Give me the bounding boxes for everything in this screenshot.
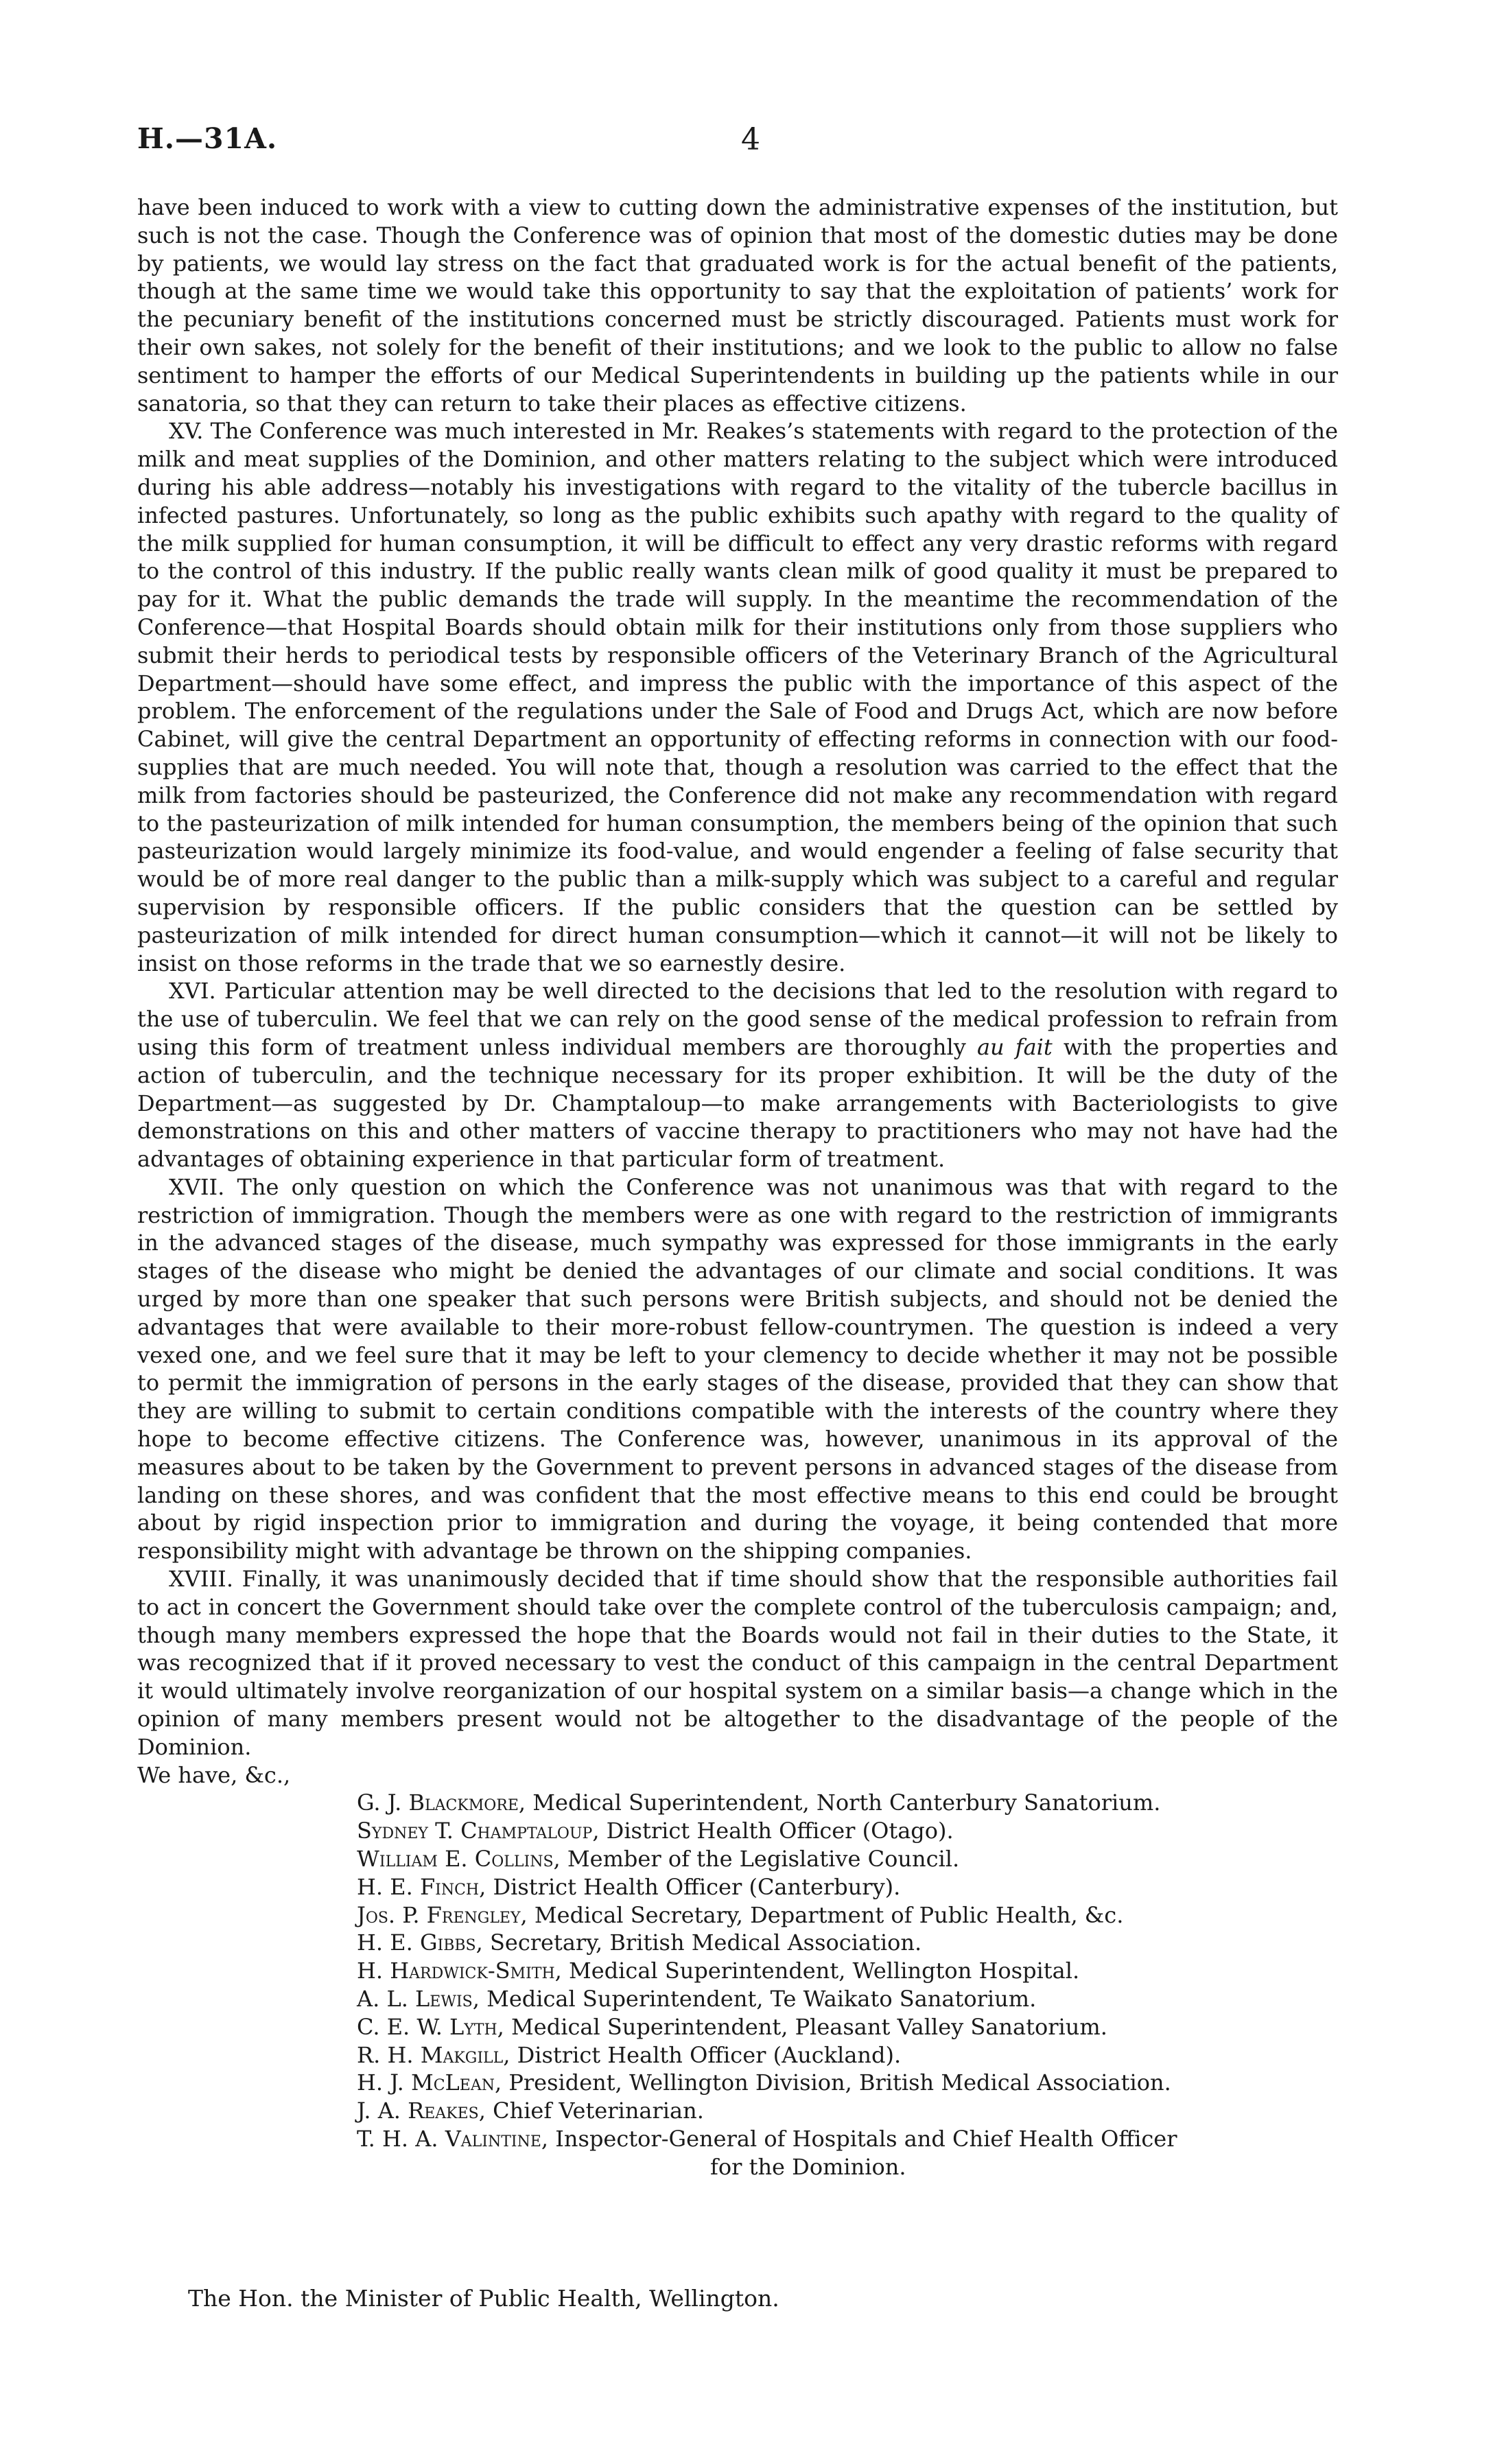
signatory	[357, 1817, 1338, 1845]
signatory-name: R. H. Makgill	[357, 2041, 504, 2068]
signatory	[357, 2041, 1338, 2069]
signatory-name: A. L. Lewis	[357, 1986, 473, 2012]
signatory	[357, 1845, 1338, 1873]
signatory	[357, 1789, 1338, 1817]
signatory-role: , President, Wellington Division, British Medical Association.	[494, 2069, 1171, 2096]
page-header	[137, 122, 1354, 163]
report-body	[137, 193, 1338, 2181]
signatory-name: G. J. Blackmore	[357, 1790, 519, 1816]
section-xvi-text-after: with the properties and action of tuberculin, and the technique necessary for its proper exhibition. It will be the duty of the Department—as suggested by Dr. Champtaloup—to make arrangements with Bacteriologists to give demonstrations on this and other matters of vaccine therapy to practitioners who may not have had the advantages of obtaining experience in that particular form of treatment.	[137, 1033, 1339, 1173]
signatory-name: William E. Collins	[357, 1846, 554, 1873]
signatory	[357, 1873, 1338, 1901]
page-number: 4	[741, 122, 760, 157]
closing-salutation: We have, &c.,	[137, 1761, 291, 1788]
signatory	[357, 2013, 1338, 2041]
paragraph-continuation: have been induced to work with a view to cutting down the administrative expenses of the institution, but such is not the case. Though the Conference was of opinion that most of the domestic duties may be done by patients, we would lay stress on the fact that graduated work is for the actual benefit of the patients, though at the same time we would take this opportunity to say that the exploitation of patients’ work for the pecuniary benefit of the institutions concerned must be strictly discouraged. Patients must work for their own sakes, not solely for the benefit of their institutions; and we look to the public to allow no false sentiment to hamper the efforts of our Medical Superintendents in building up the patients while in our sanatoria, so that they can return to take their places as effective citizens.	[137, 194, 1338, 416]
signatory-name: T. H. A. Valintine	[357, 2125, 541, 2152]
signatory-role: , Medical Superintendent, Pleasant Valley Sanatorium.	[497, 2013, 1107, 2040]
addressee: The Hon. the Minister of Public Health, Wellington.	[188, 2285, 779, 2312]
signatory	[357, 1957, 1338, 1985]
signatory-role: , Medical Superintendent, North Canterbury Sanatorium.	[518, 1790, 1161, 1816]
signatory-role: , Inspector-General of Hospitals and Chief Health Officer	[541, 2125, 1177, 2152]
signatory-name: H. J. McLean	[357, 2069, 495, 2096]
signatory-name: C. E. W. Lyth	[357, 2013, 497, 2040]
section-xv: XV. The Conference was much interested in Mr. Reakes’s statements with regard to the protection of the milk and meat supplies of the Dominion, and other matters relating to the subject which were introduced during his able address—notably his investigations with regard to the vitality of the tubercle bacillus in infected pastures. Unfortunately, so long as the public exhibits such apathy with regard to the quality of the milk supplied for human consumption, it will be difficult to effect any very drastic reforms with regard to the control of this industry. If the public really wants clean milk of good quality it must be prepared to pay for it. What the public demands the trade will supply. In the meantime the recommendation of the Conference—that Hospital Boards should obtain milk for their institutions only from those suppliers who submit their herds to periodical tests by responsible officers of the Veterinary Branch of the Agricultural Department—should have some effect, and impress the public with the importance of this aspect of the problem. The enforcement of the regulations under the Sale of Food and Drugs Act, which are now before Cabinet, will give the central Department an opportunity of effecting reforms in connection with our food-supplies that are much needed. You will note that, though a resolution was carried to the effect that the milk from factories should be pasteurized, the Conference did not make any recommendation with regard to the pasteurization of milk intended for human consumption, the members being of the opinion that such pasteurization would largely minimize its food-value, and would engender a feeling of false security that would be of more real danger to the public than a milk-supply which was subject to a careful and regular supervision by responsible officers. If the public considers that the question can be settled by pasteurization of milk intended for direct human consumption—which it cannot—it will not be likely to insist on those reforms in the trade that we so earnestly desire.	[137, 418, 1338, 976]
section-xvi-italic: au fait	[976, 1033, 1053, 1060]
signatory-role: , District Health Officer (Otago).	[592, 1818, 954, 1844]
signatory-name: H. Hardwick-Smith	[357, 1958, 555, 1984]
section-xvi-text-before: XVI. Particular attention may be well directed to the decisions that led to the resolution with regard to the use of tuberculin. We feel that we can rely on the good sense of the medical profession to refrain from using this form of treatment unless individual members are thoroughly	[137, 978, 1338, 1060]
signatory-role: , District Health Officer (Auckland).	[503, 2041, 902, 2068]
signatory-role: , Medical Superintendent, Wellington Hospital.	[554, 1958, 1080, 1984]
signatory-name: H. E. Gibbs	[357, 1929, 476, 1956]
signatory-role-continuation: for the Dominion.	[710, 2153, 906, 2180]
signatory-name: Jos. P. Frengley	[357, 1901, 521, 1928]
signatory-name: H. E. Finch	[357, 1873, 480, 1900]
signatory-role: , District Health Officer (Canterbury).	[479, 1873, 901, 1900]
signatory-name: J. A. Reakes	[357, 2098, 479, 2124]
signatory	[357, 2125, 1338, 2153]
signatory	[357, 2097, 1338, 2125]
signatory-role: , Secretary, British Medical Association.	[476, 1929, 922, 1956]
section-xvii: XVII. The only question on which the Conference was not unanimous was that with regard to the restriction of immigration. Though the members were as one with regard to the restriction of immigrants in the advanced stages of the disease, much sympathy was expressed for those immigrants in the early stages of the disease who might be denied the advantages of our climate and social conditions. It was urged by more than one speaker that such persons were British subjects, and should not be denied the advantages that were available to their more-robust fellow-countrymen. The question is indeed a very vexed one, and we feel sure that it may be left to your clemency to decide whether it may not be possible to permit the immigration of persons in the early stages of the disease, provided that they can show that they are willing to submit to certain conditions compatible with the interests of the country where they hope to become effective citizens. The Conference was, however, unanimous in its approval of the measures about to be taken by the Government to prevent persons in advanced stages of the disease from landing on these shores, and was confident that the most effective means to this end could be brought about by rigid inspection prior to immigration and during the voyage, it being contended that more responsibility might with advantage be thrown on the shipping companies.	[137, 1173, 1338, 1564]
signatory-role: , Medical Secretary, Department of Public Health, &c.	[520, 1901, 1124, 1928]
signatory-role: , Chief Veterinarian.	[478, 2098, 704, 2124]
signatory	[357, 1901, 1338, 1929]
signatory	[357, 2069, 1338, 2097]
section-xviii: XVIII. Finally, it was unanimously decided that if time should show that the responsible authorities fail to act in concert the Government should take over the complete control of the tuberculosis campaign; and, though many members expressed the hope that the Boards would not fail in their duties to the State, it was recognized that if it proved necessary to vest the conduct of this campaign in the central Department it would ultimately involve reorganization of our hospital system on a similar basis—a change which in the opinion of many members present would not be altogether to the disadvantage of the people of the Dominion.	[137, 1566, 1338, 1760]
signatory-list	[357, 1789, 1338, 2181]
signatory	[357, 1929, 1338, 1957]
section-xvi	[137, 977, 1338, 1173]
signatory	[357, 1985, 1338, 2013]
signatory-role: , Medical Superintendent, Te Waikato Sanatorium.	[472, 1986, 1037, 2012]
document-reference: H.—31A.	[137, 122, 278, 155]
signatory-role: , Member of the Legislative Council.	[553, 1846, 960, 1873]
signatory-name: Sydney T. Champtaloup	[357, 1818, 593, 1844]
